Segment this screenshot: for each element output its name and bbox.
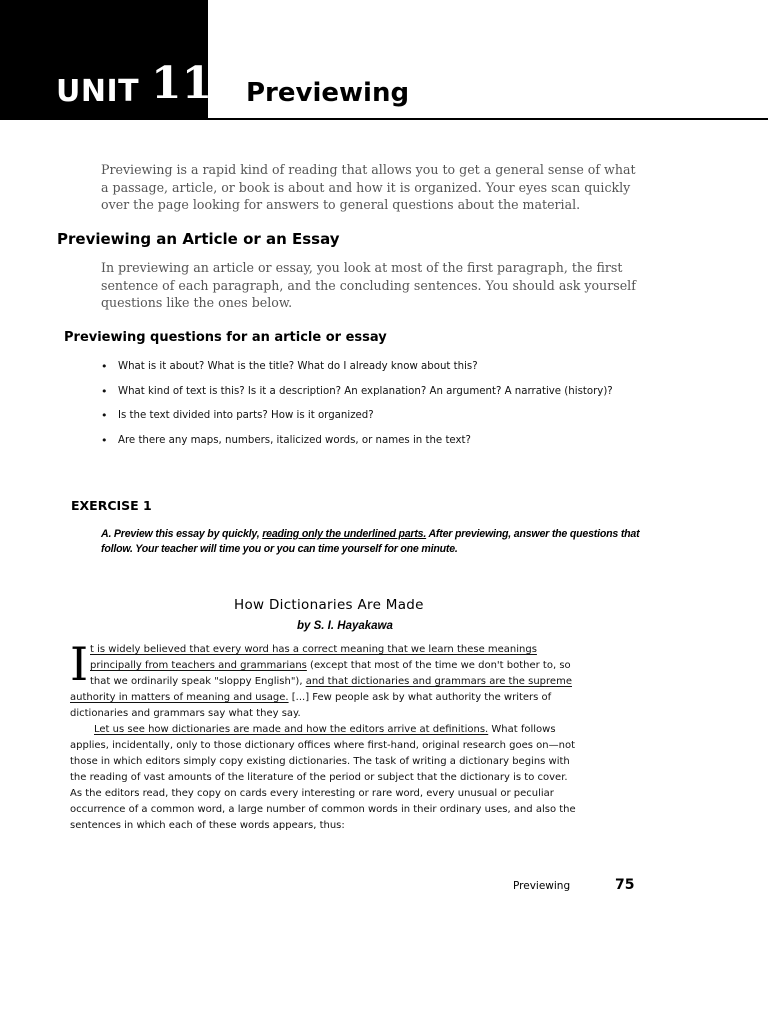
essay-line: sentences in which each of these words appears, thus:: [70, 820, 345, 831]
list-item: [100, 434, 613, 459]
essay-line: [70, 691, 551, 705]
section-paragraph: In previewing an article or essay, you look at most of the first paragraph, the first sentence of each paragraph, and the concluding sentences. You should ask yourself questions like the ones below.: [101, 260, 636, 310]
title-rule: [208, 118, 768, 120]
essay-byline: by S. I. Hayakawa: [297, 620, 393, 632]
essay-line: [94, 723, 556, 737]
instruction-underlined: reading only the underlined parts.: [262, 528, 427, 540]
list-item: [100, 385, 613, 410]
underlined-text: and that dictionaries and grammars are the supreme: [305, 676, 572, 687]
essay-text: (except that most of the time we don't bother to, so: [306, 660, 571, 671]
unit-banner: [0, 0, 213, 120]
essay-line: [70, 707, 301, 721]
essay-text: dictionaries and grammars say what they say.: [70, 708, 301, 719]
underlined-text: authority in matters of meaning and usage.: [70, 692, 289, 703]
bullet-icon: •: [101, 433, 108, 447]
essay-line: [90, 643, 537, 657]
bullet-icon: •: [101, 384, 108, 398]
list-item-text: Is the text divided into parts? How is it organized?: [118, 410, 374, 421]
essay-line: occurrence of a common word, a large number of common words in their ordinary uses, and also the: [70, 804, 576, 815]
underlined-text: t is widely believed that every word has a correct meaning that we learn these meanings: [90, 644, 537, 655]
drop-cap: I: [70, 637, 89, 691]
essay-line: those in which editors simply copy existing dictionaries. The task of writing a dictionary begins with: [70, 756, 570, 767]
essay-line: [90, 659, 571, 673]
unit-label: UNIT: [56, 74, 140, 109]
list-item-text: Are there any maps, numbers, italicized words, or names in the text?: [118, 434, 471, 446]
unit-number: 11: [151, 58, 213, 109]
bullet-icon: •: [101, 409, 108, 422]
instruction-end: After previewing, answer the questions that follow. Your teacher will time you or you can time yourself for one minute.: [101, 528, 640, 555]
bullet-icon: •: [101, 360, 108, 373]
essay-text: [...] Few people ask by what authority the writers of: [288, 692, 552, 703]
page-title: Previewing: [246, 78, 410, 108]
intro-paragraph: Previewing is a rapid kind of reading that allows you to get a general sense of what a passage, article, or book is about and how it is organized. Your eyes scan quickly over the page looking for answers to general questions about the material.: [101, 162, 636, 212]
instruction-start: A. Preview this essay by quickly,: [101, 528, 263, 540]
essay-line: As the editors read, they copy on cards every interesting or rare word, every unusual or peculiar: [70, 788, 554, 799]
list-item-text: What kind of text is this? Is it a description? An explanation? An argument? A narrative (history)?: [118, 385, 613, 397]
exercise-instructions: [101, 527, 646, 557]
questions-list: [100, 360, 613, 458]
essay-line: the reading of vast amounts of the literature of the period or subject that the dictionary is to cover.: [70, 772, 568, 783]
page-number: 75: [615, 877, 635, 893]
essay-text: that we ordinarily speak "sloppy English"),: [90, 676, 306, 687]
footer-label: Previewing: [513, 880, 571, 892]
essay-line: [90, 675, 572, 689]
underlined-text: principally from teachers and grammarians: [90, 660, 307, 671]
questions-heading: Previewing questions for an article or essay: [64, 330, 387, 345]
underlined-text: Let us see how dictionaries are made and how the editors arrive at definitions.: [94, 724, 489, 735]
essay-title: How Dictionaries Are Made: [234, 597, 424, 613]
section-heading: Previewing an Article or an Essay: [57, 230, 340, 248]
list-item-text: What is it about? What is the title? What do I already know about this?: [118, 361, 478, 372]
list-item: [100, 409, 613, 434]
exercise-label: EXERCISE 1: [71, 498, 152, 513]
list-item: [100, 360, 613, 385]
essay-text: What follows: [488, 724, 556, 735]
essay-line: applies, incidentally, only to those dictionary offices where first-hand, original research goes on—not: [70, 740, 576, 751]
